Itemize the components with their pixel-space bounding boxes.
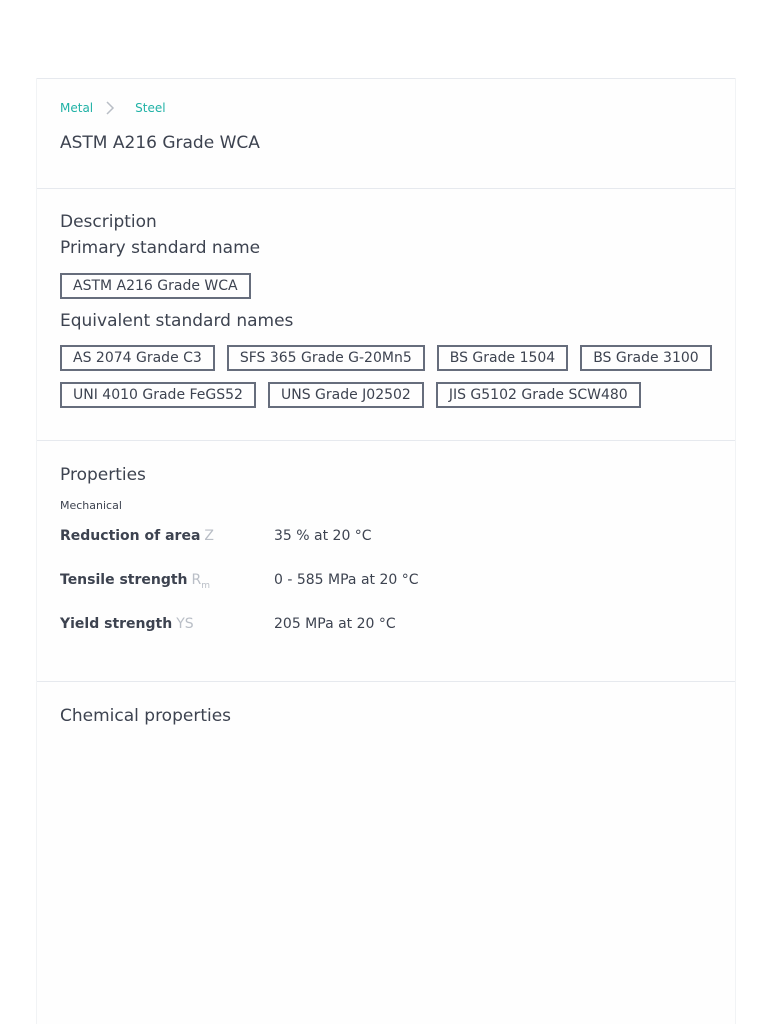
equivalent-name-tag[interactable]: UNI 4010 Grade FeGS52 (60, 382, 256, 408)
description-section (37, 188, 735, 441)
primary-name-row (60, 273, 251, 299)
property-value: 35 % at 20 °C (274, 528, 372, 544)
chemical-section (37, 681, 735, 1025)
chevron-right-icon (101, 101, 127, 115)
equivalent-name-tag[interactable]: SFS 365 Grade G-20Mn5 (227, 345, 425, 371)
breadcrumb (60, 101, 166, 115)
property-row (60, 528, 660, 552)
chemical-heading: Chemical properties (60, 706, 232, 726)
equivalent-name-tag[interactable]: JIS G5102 Grade SCW480 (436, 382, 641, 408)
equivalent-name-tag[interactable]: UNS Grade J02502 (268, 382, 424, 408)
property-value: 0 - 585 MPa at 20 °C (274, 572, 419, 588)
page-title: ASTM A216 Grade WCA (60, 133, 260, 153)
property-row (60, 616, 660, 640)
primary-name-tag[interactable]: ASTM A216 Grade WCA (60, 273, 251, 299)
properties-section (37, 440, 735, 682)
property-value: 205 MPa at 20 °C (274, 616, 396, 632)
mechanical-category: Mechanical (60, 499, 122, 512)
primary-standard-heading: Primary standard name (60, 238, 261, 258)
properties-heading: Properties (60, 465, 146, 485)
equivalent-standard-heading: Equivalent standard names (60, 311, 294, 331)
property-symbol: Z (204, 528, 214, 544)
description-heading: Description (60, 212, 157, 232)
breadcrumb-metal[interactable]: Metal (60, 101, 94, 115)
content-frame (36, 78, 736, 1024)
property-name: Reduction of area Z (60, 528, 214, 544)
equivalent-name-tag[interactable]: BS Grade 3100 (580, 345, 711, 371)
equivalent-names-row-2 (60, 382, 641, 408)
header-section (37, 78, 735, 189)
property-symbol: $R_m$ (191, 572, 211, 591)
equivalent-names-row-1 (60, 345, 712, 371)
property-name: Yield strength YS (60, 616, 194, 632)
property-row (60, 572, 660, 596)
property-symbol: YS (176, 616, 194, 632)
equivalent-name-tag[interactable]: BS Grade 1504 (437, 345, 568, 371)
equivalent-name-tag[interactable]: AS 2074 Grade C3 (60, 345, 215, 371)
property-name: Tensile strength $R_m$ (60, 572, 211, 591)
breadcrumb-steel[interactable]: Steel (135, 101, 166, 115)
